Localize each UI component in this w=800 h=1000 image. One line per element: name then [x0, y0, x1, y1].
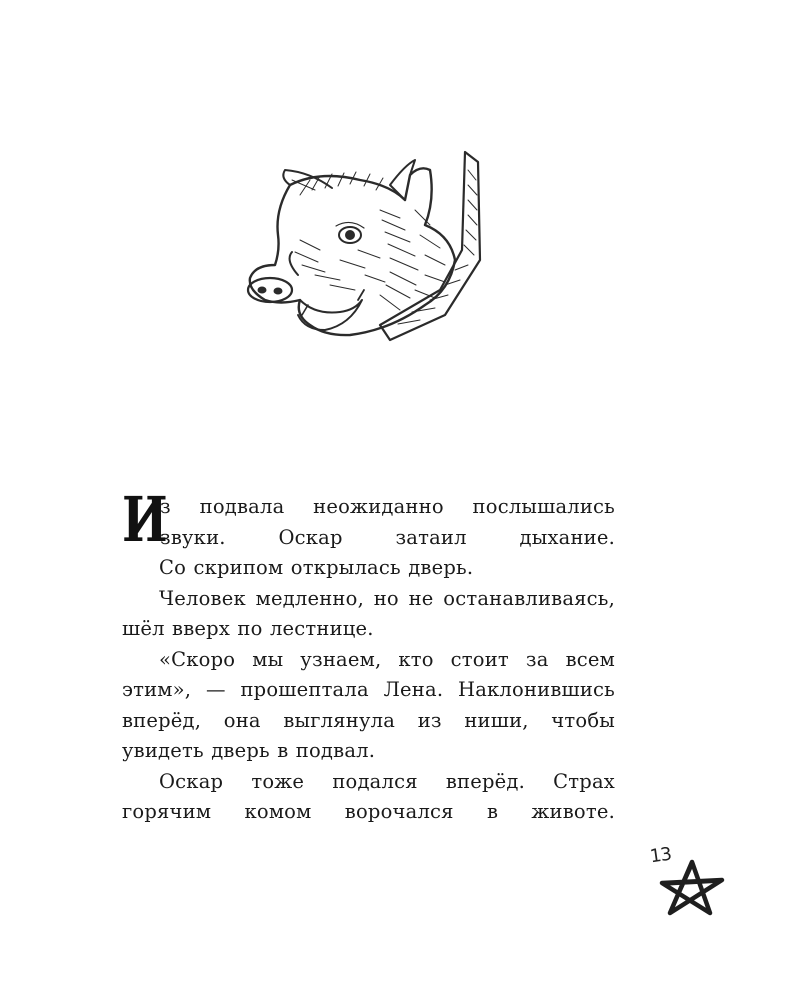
paragraph-3: Человек медленно, но не останавливаясь, шёл вверх по лестнице.	[122, 586, 615, 640]
paragraph-1	[122, 483, 615, 556]
paragraph-1-text: з подвала неожиданно послышались звуки. Оскар затаил дыхание.	[160, 495, 615, 549]
boar-head-illustration	[240, 140, 510, 355]
star-pentagram-icon	[652, 858, 732, 918]
drop-cap: И	[122, 483, 168, 556]
paragraph-2: Со скрипом открылась дверь.	[159, 556, 474, 579]
story-text	[122, 483, 615, 828]
boar-head-icon	[240, 140, 510, 355]
paragraph-5: Оскар тоже подался вперёд. Страх горячим комом ворочался в животе.	[122, 769, 615, 823]
page-number: 13	[648, 843, 673, 868]
paragraph-4: «Скоро мы узнаем, кто стоит за всем этим», — прошептала Лена. Наклонившись вперёд, она выглянула из ниши, чтобы увидеть дверь в подвал.	[122, 647, 615, 762]
